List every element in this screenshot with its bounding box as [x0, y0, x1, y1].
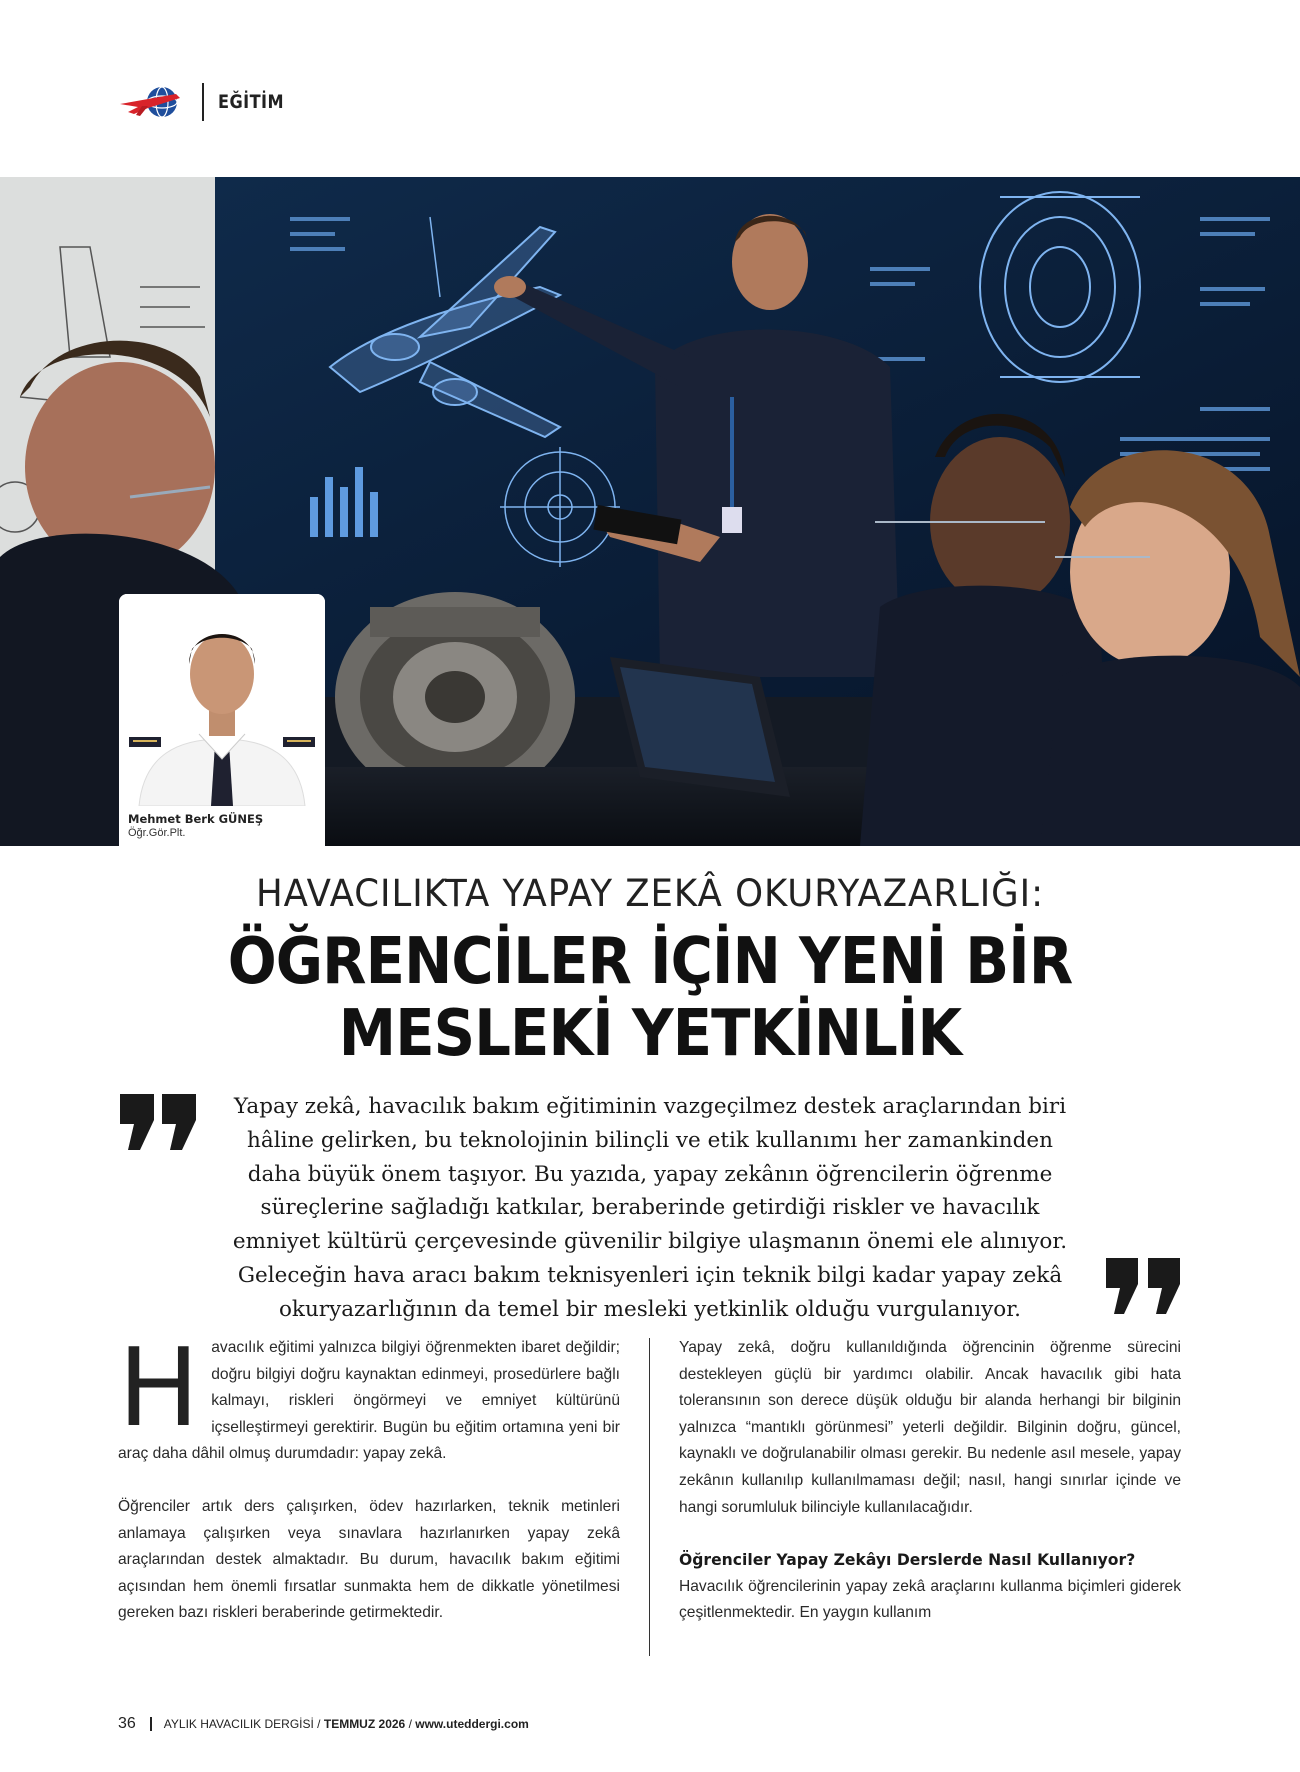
- section-subheading: Öğrenciler Yapay Zekâyı Derslerde Nasıl Kullanıyor?: [679, 1551, 1136, 1570]
- lead-line: Geleceğin hava aracı bakım teknisyenleri için teknik bilgi kadar yapay zekâ: [237, 1262, 1063, 1288]
- issue-date: TEMMUZ 2026: [323, 1717, 406, 1731]
- article-title-line-2: MESLEKİ YETKİNLİK: [338, 997, 962, 1071]
- footer-slash: /: [408, 1717, 412, 1731]
- magazine-name: AYLIK HAVACILIK DERGİSİ /: [163, 1717, 321, 1731]
- section-label: EĞİTİM: [218, 91, 284, 113]
- body-paragraph: Havacılık öğrencilerinin yapay zekâ araçlarını kullanma biçimleri giderek çeşitlenmektedir. En yaygın kullanım: [679, 1577, 1181, 1622]
- body-paragraph: Yapay zekâ, doğru kullanıldığında öğrencinin öğrenme sürecini destekleyen güçlü bir yardımcı olabilir. Ancak havacılık gibi hata toleransının son derece düşük olduğu bir alanda herhangi bir bilginin yalnızca “mantıklı görünmesi” yeterli değildir. Bilginin doğru, güncel, kaynaklı ve doğrulanabilir olması gerekir. Bu nedenle asıl mesele, yapay zekânın kullanılıp kullanılmaması değil; nasıl, hangi sınırlar içinde ve hangi sorumluluk bilinciyle kullanılacağıdır.: [679, 1339, 1181, 1516]
- open-quote-icon: [118, 1090, 200, 1152]
- lead-line: daha büyük önem taşıyor. Bu yazıda, yapay zekânın öğrencilerin öğrenme: [247, 1161, 1053, 1187]
- column-divider: [649, 1338, 650, 1656]
- paragraph-text: avacılık eğitimi yalnızca bilgiyi öğrenmekten ibaret değildir; doğru bilgiyi doğru kaynaktan edinmeyi, prosedürlere bağlı kalmayı, riskleri öngörmeyi ve emniyet kültürünü içselleştirmeyi gerektirir. Bugün bu eğitim ortamına yeni bir araç daha dâhil olmuş durumdadır: yapay zekâ.: [118, 1339, 620, 1463]
- airplane-globe-logo-icon: [118, 82, 184, 122]
- author-name: Mehmet Berk GÜNEŞ: [128, 812, 264, 826]
- lead-line: süreçlerine sağladığı katkılar, beraberinde getirdiği riskler ve havacılık: [260, 1195, 1040, 1221]
- article-kicker: HAVACILIKTA YAPAY ZEKÂ OKURYAZARLIĞI:: [255, 872, 1045, 915]
- close-quote-icon: [1104, 1256, 1184, 1318]
- website-link[interactable]: www.uteddergi.com: [415, 1717, 529, 1731]
- lead-line: emniyet kültürü çerçevesinde güvenilir bilgiye ulaşmanın önemi ele alınıyor.: [232, 1229, 1068, 1255]
- page-footer: [118, 1714, 529, 1734]
- body-paragraph: Öğrenciler artık ders çalışırken, ödev hazırlarken, teknik metinleri anlamaya çalışırken veya sınavlara hazırlanırken yapay zekâ araçlarından destek almaktadır. Bu durum, havacılık bakım eğitimi açısından hem önemli fırsatlar sunmakta hem de dikkatle yönetilmesi gereken bazı riskleri beraberinde getirmektedir.: [118, 1497, 620, 1622]
- lead-line: hâline gelirken, bu teknolojinin bilinçli ve etik kullanımı her zamankinden: [247, 1127, 1053, 1153]
- body-column-left: [118, 1326, 620, 1653]
- drop-cap: H: [118, 1326, 200, 1451]
- header-divider: [202, 83, 204, 121]
- article-title-line-1: ÖĞRENCİLER İÇİN YENİ BİR: [227, 925, 1073, 999]
- author-role: Öğr.Gör.Plt.: [128, 827, 186, 839]
- article-title: [65, 926, 1235, 1070]
- author-photo: [119, 594, 325, 806]
- page-header: [118, 82, 296, 122]
- body-paragraph: [118, 1326, 620, 1468]
- page-number: 36: [118, 1715, 136, 1732]
- footer-separator: [150, 1717, 152, 1731]
- lead-line: okuryazarlığının da temel bir mesleki yetkinlik olduğu vurgulanıyor.: [278, 1296, 1021, 1322]
- lead-paragraph: [205, 1090, 1095, 1327]
- body-column-right: [679, 1335, 1181, 1653]
- author-card: [119, 594, 325, 846]
- lead-line: Yapay zekâ, havacılık bakım eğitiminin vazgeçilmez destek araçlarından biri: [233, 1094, 1067, 1119]
